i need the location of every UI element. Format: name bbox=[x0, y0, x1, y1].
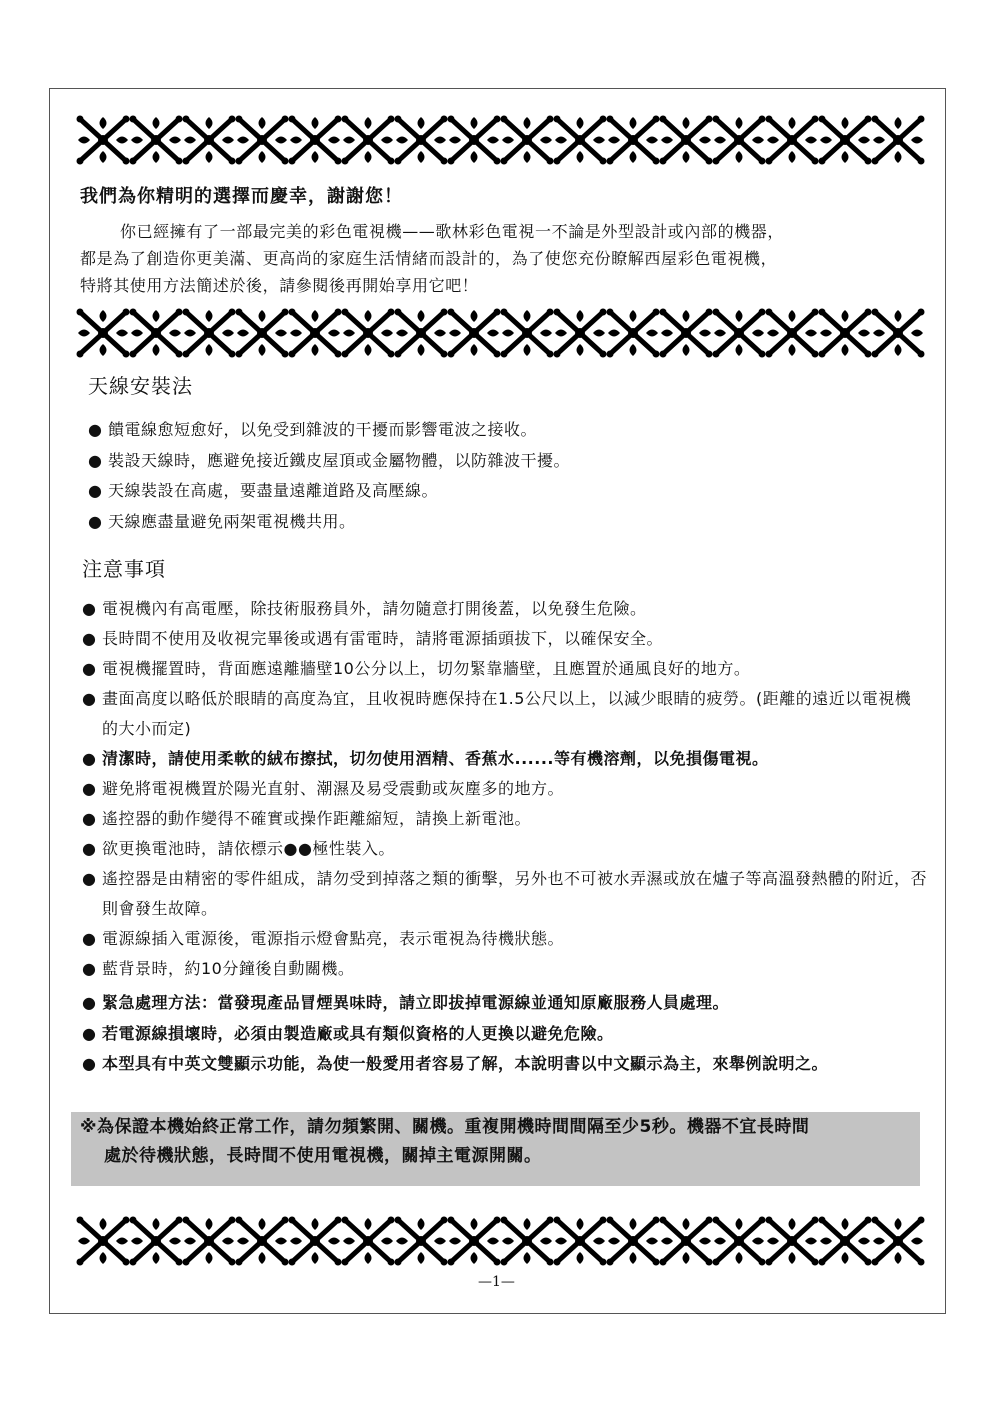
bullet-icon: ● bbox=[82, 779, 97, 798]
bullet-icon: ● bbox=[88, 481, 103, 500]
bullet-icon: ● bbox=[82, 659, 97, 678]
notice-line: ※為保證本機始終正常工作，請勿頻繁開、關機。重複開機時間間隔至少5秒。機器不宜長時間 bbox=[80, 1117, 810, 1137]
list-item: ● 本型具有中英文雙顯示功能，為使一般愛用者容易了解，本說明書以中文顯示為主，來舉例說明之。 bbox=[82, 1049, 927, 1080]
list-item: ● 裝設天線時，應避免接近鐵皮屋頂或金屬物體，以防雜波干擾。 bbox=[88, 446, 570, 477]
bullet-icon: ● bbox=[88, 420, 103, 439]
thanks-line: 我們為你精明的選擇而慶幸，謝謝您！ bbox=[80, 186, 403, 207]
bullet-icon: ● bbox=[82, 629, 97, 648]
bullet-icon: ● bbox=[82, 749, 97, 768]
list-item: ● 遙控器是由精密的零件組成，請勿受到掉落之類的衝擊，另外也不可被水弄濕或放在爐子等高溫發熱體的附近，否則會發生故障。 bbox=[82, 864, 927, 924]
list-item: ● 避免將電視機置於陽光直射、潮濕及易受震動或灰塵多的地方。 bbox=[82, 774, 927, 804]
bullet-icon: ● bbox=[82, 1023, 97, 1043]
bullet-icon: ● bbox=[82, 993, 97, 1012]
antenna-heading: 天線安裝法 bbox=[88, 374, 193, 398]
list-item: ● 若電源線損壞時，必須由製造廠或具有類似資格的人更換以避免危險。 bbox=[82, 1019, 927, 1050]
bullet-icon: ● bbox=[88, 450, 103, 470]
bullet-icon: ● bbox=[82, 1054, 97, 1073]
page-number: —1— bbox=[478, 1274, 515, 1290]
intro-line: 特將其使用方法簡述於後，請參閱後再開始享用它吧！ bbox=[80, 276, 479, 295]
notice-text bbox=[80, 1113, 918, 1171]
intro-paragraph bbox=[80, 218, 925, 299]
bullet-icon: ● bbox=[82, 869, 97, 888]
list-item: ● 緊急處理方法：當發現產品冒煙異味時，請立即拔掉電源線並通知原廠服務人員處理。 bbox=[82, 988, 927, 1019]
bullet-icon: ● bbox=[82, 809, 97, 828]
notes-list bbox=[82, 594, 927, 984]
bullet-icon: ● bbox=[82, 839, 97, 858]
bullet-icon: ● bbox=[82, 599, 97, 618]
bullet-icon: ● bbox=[88, 511, 103, 531]
list-item: ● 電視機擺置時，背面應遠離牆壁10公分以上，切勿緊靠牆壁，且應置於通風良好的地方。 bbox=[82, 654, 927, 684]
bullet-icon: ● bbox=[82, 929, 97, 948]
bullet-icon: ● bbox=[82, 959, 97, 978]
list-item: ● 清潔時，請使用柔軟的絨布擦拭，切勿使用酒精、香蕉水......等有機溶劑，以免損傷電視。 bbox=[82, 744, 927, 774]
bullet-icon: ● bbox=[82, 689, 97, 708]
intro-line: 都是為了創造你更美滿、更高尚的家庭生活情緒而設計的，為了使您充份瞭解西屋彩色電視機， bbox=[80, 249, 778, 268]
list-item: ● 電源線插入電源後，電源指示燈會點亮，表示電視為待機狀態。 bbox=[82, 924, 927, 954]
list-item: ● 天線裝設在高處，要盡量遠離道路及高壓線。 bbox=[88, 476, 570, 507]
ornament-border-bottom bbox=[76, 1216, 926, 1266]
list-item: ● 饋電線愈短愈好，以免受到雜波的干擾而影響電波之接收。 bbox=[88, 415, 570, 446]
antenna-list bbox=[88, 415, 570, 537]
list-item: ● 電視機內有高電壓，除技術服務員外，請勿隨意打開後蓋，以免發生危險。 bbox=[82, 594, 927, 624]
list-item: ● 欲更換電池時，請依標示●●極性裝入。 bbox=[82, 834, 927, 864]
notice-line: 處於待機狀態，長時間不使用電視機，關掉主電源開關。 bbox=[104, 1146, 542, 1166]
notes-heading: 注意事項 bbox=[82, 557, 166, 581]
list-item: ● 遙控器的動作變得不確實或操作距離縮短，請換上新電池。 bbox=[82, 804, 927, 834]
list-item: ● 藍背景時，約10分鐘後自動關機。 bbox=[82, 954, 927, 984]
emergency-list bbox=[82, 988, 927, 1080]
list-item: ● 長時間不使用及收視完畢後或遇有雷電時，請將電源插頭拔下，以確保安全。 bbox=[82, 624, 927, 654]
ornament-border-middle bbox=[76, 308, 926, 358]
list-item: ● 天線應盡量避免兩架電視機共用。 bbox=[88, 507, 570, 538]
ornament-border-top bbox=[76, 115, 926, 165]
list-item: ● 畫面高度以略低於眼睛的高度為宜，且收視時應保持在1.5公尺以上，以減少眼睛的疲勞。(距離的遠近以電視機的大小而定) bbox=[82, 684, 927, 744]
intro-line: 你已經擁有了一部最完美的彩色電視機——歌林彩色電視一不論是外型設計或內部的機器， bbox=[120, 222, 785, 241]
